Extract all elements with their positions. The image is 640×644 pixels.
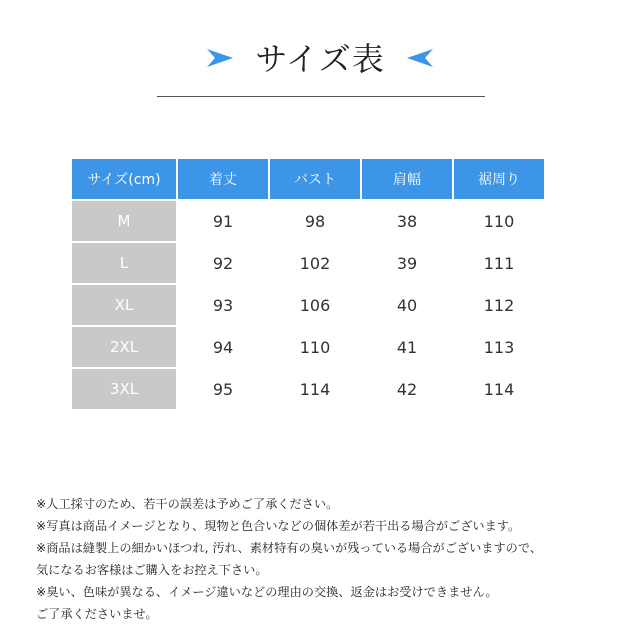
hem-value: 111 bbox=[483, 253, 515, 273]
shoulder-value: 38 bbox=[396, 211, 418, 231]
hem-value: 110 bbox=[483, 211, 515, 231]
hem-value: 113 bbox=[483, 337, 515, 357]
chevron-right-icon bbox=[205, 47, 235, 69]
length-value: 93 bbox=[212, 295, 234, 315]
note-line: ※写真は商品イメージとなり、現物と色合いなどの個体差が若干出る場合がございます。 bbox=[36, 519, 521, 533]
length-value: 94 bbox=[212, 337, 234, 357]
size-table bbox=[70, 157, 546, 411]
notes bbox=[36, 493, 626, 625]
shoulder-value: 42 bbox=[396, 379, 418, 399]
note-line: ※商品は縫製上の細かいほつれ, 汚れ、素材特有の臭いが残っている場合がございますので、 bbox=[36, 541, 542, 555]
header-hem: 裾周り bbox=[454, 159, 544, 199]
note-line: ご了承くださいませ。 bbox=[36, 607, 158, 621]
note-line: 気になるお客様はご購入をお控え下さい。 bbox=[36, 563, 268, 577]
table-row bbox=[72, 243, 544, 283]
chevron-left-icon bbox=[405, 47, 435, 69]
header-bust: バスト bbox=[270, 159, 360, 199]
table-row bbox=[72, 369, 544, 409]
table-row bbox=[72, 285, 544, 325]
bust-value: 110 bbox=[299, 337, 331, 357]
size-label: L bbox=[72, 243, 176, 283]
bust-value: 114 bbox=[299, 379, 331, 399]
shoulder-value: 39 bbox=[396, 253, 418, 273]
bust-value: 98 bbox=[304, 211, 326, 231]
table-row bbox=[72, 327, 544, 367]
length-value: 91 bbox=[212, 211, 234, 231]
size-label: M bbox=[72, 201, 176, 241]
note-line: ※臭い、色味が異なる、イメージ違いなどの理由の交換、返金はお受けできません。 bbox=[36, 585, 498, 599]
bust-value: 102 bbox=[299, 253, 331, 273]
title-divider bbox=[157, 96, 485, 97]
bust-value: 106 bbox=[299, 295, 331, 315]
header-size: サイズ(cm) bbox=[72, 159, 176, 199]
length-value: 92 bbox=[212, 253, 234, 273]
table-header-row bbox=[72, 159, 544, 199]
header-length: 着丈 bbox=[178, 159, 268, 199]
table-row bbox=[72, 201, 544, 241]
title-row bbox=[0, 34, 640, 84]
size-label: XL bbox=[72, 285, 176, 325]
size-label: 2XL bbox=[72, 327, 176, 367]
shoulder-value: 41 bbox=[396, 337, 418, 357]
header-shoulder: 肩幅 bbox=[362, 159, 452, 199]
note-line: ※人工採寸のため、若干の誤差は予めご了承ください。 bbox=[36, 497, 339, 511]
page-title: サイズ表 bbox=[255, 40, 385, 78]
length-value: 95 bbox=[212, 379, 234, 399]
hem-value: 112 bbox=[483, 295, 515, 315]
hem-value: 114 bbox=[483, 379, 515, 399]
shoulder-value: 40 bbox=[396, 295, 418, 315]
size-label: 3XL bbox=[72, 369, 176, 409]
